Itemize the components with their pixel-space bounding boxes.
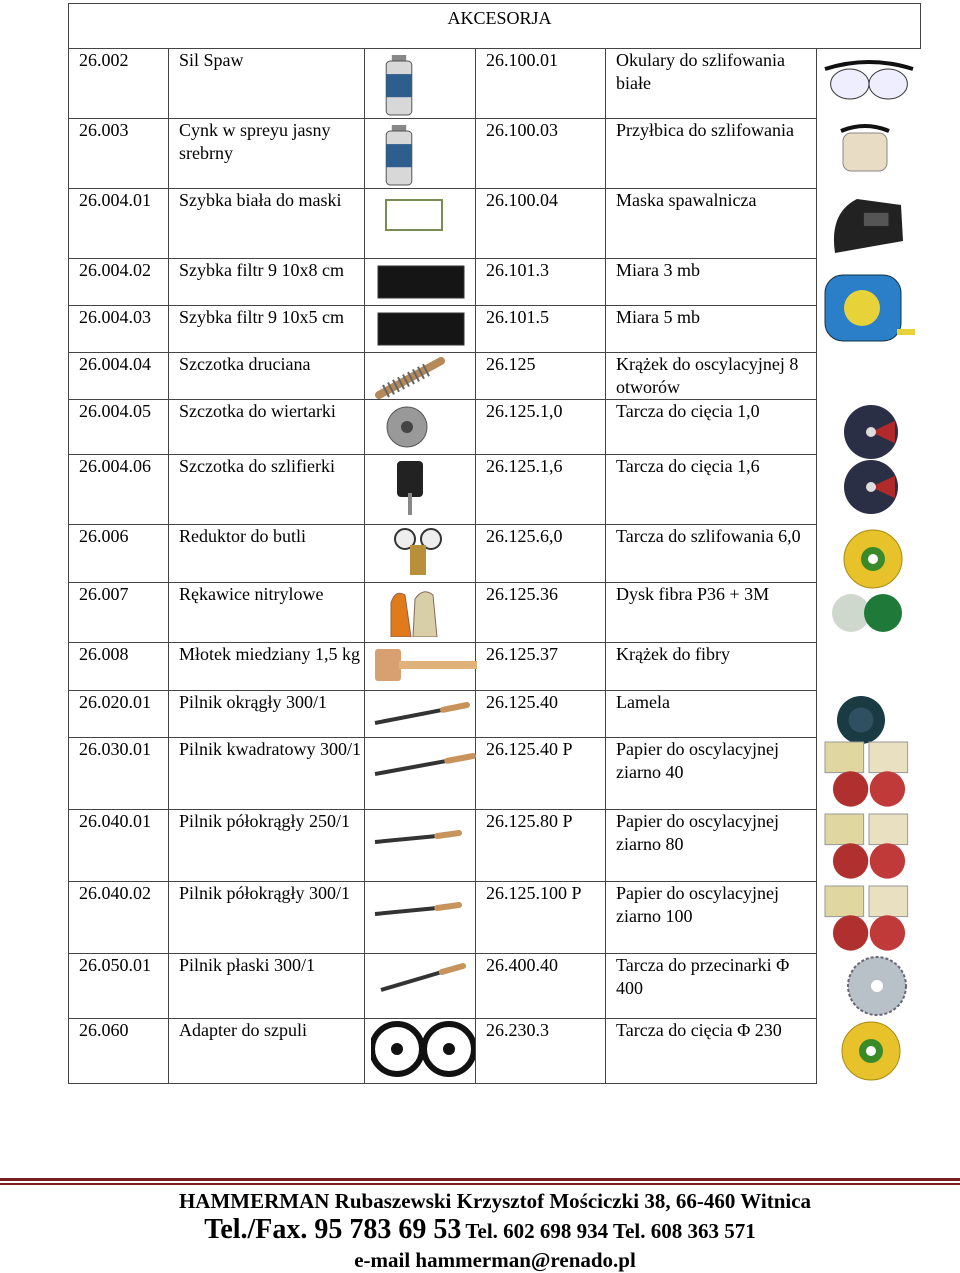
right-description: Krążek do oscylacyjnej 8 otworów	[616, 354, 799, 397]
left-code: 26.030.01	[79, 739, 151, 759]
right-code: 26.125.36	[486, 584, 558, 604]
right-description: Lamela	[616, 692, 670, 712]
flat-file-icon	[377, 956, 467, 1002]
footer-rule	[0, 1178, 960, 1186]
right-code: 26.100.01	[486, 50, 558, 70]
left-image-cell	[365, 738, 476, 810]
right-code: 26.125.6,0	[486, 526, 563, 546]
table-title: AKCESORJA	[447, 8, 552, 28]
spool-adapter-icon	[371, 1021, 475, 1083]
company-email: e-mail hammerman@renado.pl	[354, 1248, 636, 1272]
left-image-cell	[365, 643, 476, 691]
left-description: Pilnik kwadratowy 300/1	[179, 739, 361, 759]
left-code: 26.003	[79, 120, 129, 140]
left-code: 26.004.04	[79, 354, 151, 374]
left-description: Pilnik okrągły 300/1	[179, 692, 327, 712]
company-phones	[0, 1214, 960, 1246]
right-description: Maska spawalnicza	[616, 190, 757, 210]
left-description: Pilnik półokrągły 250/1	[179, 811, 350, 831]
left-code: 26.060	[79, 1020, 129, 1040]
right-code: 26.125.40 P	[486, 739, 573, 759]
table-row	[69, 119, 921, 189]
spray-can-icon	[379, 121, 419, 193]
left-description: Sil Spaw	[179, 50, 244, 70]
right-description: Tarcza do szlifowania 6,0	[616, 526, 801, 546]
left-image-cell	[365, 119, 476, 189]
sanding-paper-icon	[823, 812, 915, 886]
right-description: Tarcza do przecinarki Φ 400	[616, 955, 790, 998]
table-row	[69, 306, 921, 353]
table-row	[69, 525, 921, 583]
right-code: 26.100.04	[486, 190, 558, 210]
square-file-icon	[371, 748, 477, 786]
left-description: Szczotka druciana	[179, 354, 311, 374]
tel-fax: Tel./Fax. 95 783 69 53	[204, 1214, 462, 1245]
table-row	[69, 691, 921, 738]
half-round-file-icon	[371, 828, 463, 854]
right-code: 26.125.40	[486, 692, 558, 712]
left-description: Reduktor do butli	[179, 526, 306, 546]
right-description: Tarcza do cięcia 1,6	[616, 456, 760, 476]
left-image-cell	[365, 525, 476, 583]
spray-can-icon	[379, 51, 419, 123]
right-description: Papier do oscylacyjnej ziarno 40	[616, 739, 779, 782]
left-description: Pilnik półokrągły 300/1	[179, 883, 350, 903]
right-description: Przyłbica do szlifowania	[616, 120, 794, 140]
right-description: Miara 5 mb	[616, 307, 700, 327]
left-code: 26.002	[79, 50, 129, 70]
half-round-file-icon	[371, 900, 463, 926]
hammer-icon	[371, 645, 481, 691]
table-row	[69, 882, 921, 954]
right-description: Krążek do fibry	[616, 644, 730, 664]
left-description: Młotek miedziany 1,5 kg	[179, 644, 360, 664]
right-code: 26.101.5	[486, 307, 549, 327]
left-code: 26.020.01	[79, 692, 151, 712]
left-code: 26.040.01	[79, 811, 151, 831]
right-code: 26.125.100 P	[486, 883, 582, 903]
left-image-cell	[365, 583, 476, 643]
right-code: 26.125.1,0	[486, 401, 563, 421]
round-file-icon	[371, 697, 471, 735]
table-row	[69, 455, 921, 525]
face-shield-icon	[835, 121, 895, 181]
table-row	[69, 810, 921, 882]
accessories-table	[68, 3, 921, 1084]
left-code: 26.004.05	[79, 401, 151, 421]
filter-glass-icon	[377, 312, 465, 352]
right-code: 26.125.37	[486, 644, 558, 664]
table-row	[69, 643, 921, 691]
left-code: 26.006	[79, 526, 129, 546]
table-row	[69, 353, 921, 400]
right-description: Okulary do szlifowania białe	[616, 50, 785, 93]
sanding-paper-icon	[823, 740, 915, 814]
table-row	[69, 49, 921, 119]
tel-mobile: Tel. 602 698 934 Tel. 608 363 571	[465, 1219, 756, 1243]
left-image-cell	[365, 882, 476, 954]
table-header-row	[69, 4, 921, 49]
left-image-cell	[365, 1019, 476, 1084]
filter-glass-icon	[377, 265, 465, 305]
cutting-disc-icon	[843, 459, 899, 521]
right-description: Tarcza do cięcia 1,0	[616, 401, 760, 421]
table-row	[69, 189, 921, 259]
left-code: 26.008	[79, 644, 129, 664]
grinder-drum-icon	[395, 457, 425, 523]
left-image-cell	[365, 189, 476, 259]
left-description: Rękawice nitrylowe	[179, 584, 324, 604]
left-code: 26.004.02	[79, 260, 151, 280]
grinding-disc-icon	[843, 529, 903, 595]
cutting-disc-icon	[843, 404, 899, 466]
gloves-icon	[385, 585, 441, 643]
right-code: 26.100.03	[486, 120, 558, 140]
right-code: 26.125.80 P	[486, 811, 573, 831]
right-description: Tarcza do cięcia Φ 230	[616, 1020, 782, 1040]
clear-glass-icon	[385, 199, 443, 237]
right-description: Dysk fibra P36 + 3M	[616, 584, 770, 604]
left-code: 26.004.06	[79, 456, 151, 476]
right-code: 26.101.3	[486, 260, 549, 280]
right-code: 26.400.40	[486, 955, 558, 975]
right-description: Papier do oscylacyjnej ziarno 100	[616, 883, 779, 926]
table-row	[69, 1019, 921, 1084]
left-code: 26.050.01	[79, 955, 151, 975]
fiber-disc-icon	[827, 593, 907, 639]
safety-glasses-icon	[821, 51, 917, 117]
left-description: Szybka filtr 9 10x8 cm	[179, 260, 344, 280]
right-description: Miara 3 mb	[616, 260, 700, 280]
right-image-column	[817, 49, 921, 1084]
left-description: Pilnik płaski 300/1	[179, 955, 316, 975]
left-description: Szybka filtr 9 10x5 cm	[179, 307, 344, 327]
left-image-cell	[365, 400, 476, 455]
tape-measure-icon	[819, 265, 917, 361]
left-image-cell	[365, 455, 476, 525]
left-image-cell	[365, 810, 476, 882]
left-image-cell	[365, 306, 476, 353]
right-code: 26.230.3	[486, 1020, 549, 1040]
left-image-cell	[365, 691, 476, 738]
right-description: Papier do oscylacyjnej ziarno 80	[616, 811, 779, 854]
cutting-disc-yellow-icon	[839, 1021, 903, 1087]
pressure-regulator-icon	[393, 527, 443, 585]
left-image-cell	[365, 49, 476, 119]
sanding-paper-icon	[823, 884, 915, 958]
left-image-cell	[365, 954, 476, 1019]
table-row	[69, 583, 921, 643]
left-description: Szczotka do wiertarki	[179, 401, 336, 421]
welding-mask-icon	[827, 193, 909, 265]
left-code: 26.007	[79, 584, 129, 604]
left-description: Adapter do szpuli	[179, 1020, 307, 1040]
left-code: 26.004.03	[79, 307, 151, 327]
left-description: Cynk w spreyu jasny srebrny	[179, 120, 331, 163]
right-code: 26.125	[486, 354, 536, 374]
left-image-cell	[365, 259, 476, 306]
table-row	[69, 954, 921, 1019]
table-row	[69, 738, 921, 810]
right-code: 26.125.1,6	[486, 456, 563, 476]
wire-brush-icon	[375, 355, 445, 405]
left-image-cell	[365, 353, 476, 400]
left-code: 26.004.01	[79, 190, 151, 210]
table-row	[69, 400, 921, 455]
saw-blade-icon	[847, 956, 907, 1022]
company-address: HAMMERMAN Rubaszewski Krzysztof Mościczki 38, 66-460 Witnica	[178, 1189, 812, 1213]
left-code: 26.040.02	[79, 883, 151, 903]
table-row	[69, 259, 921, 306]
left-description: Szybka biała do maski	[179, 190, 342, 210]
drill-brush-icon	[385, 402, 429, 458]
left-description: Szczotka do szlifierki	[179, 456, 335, 476]
